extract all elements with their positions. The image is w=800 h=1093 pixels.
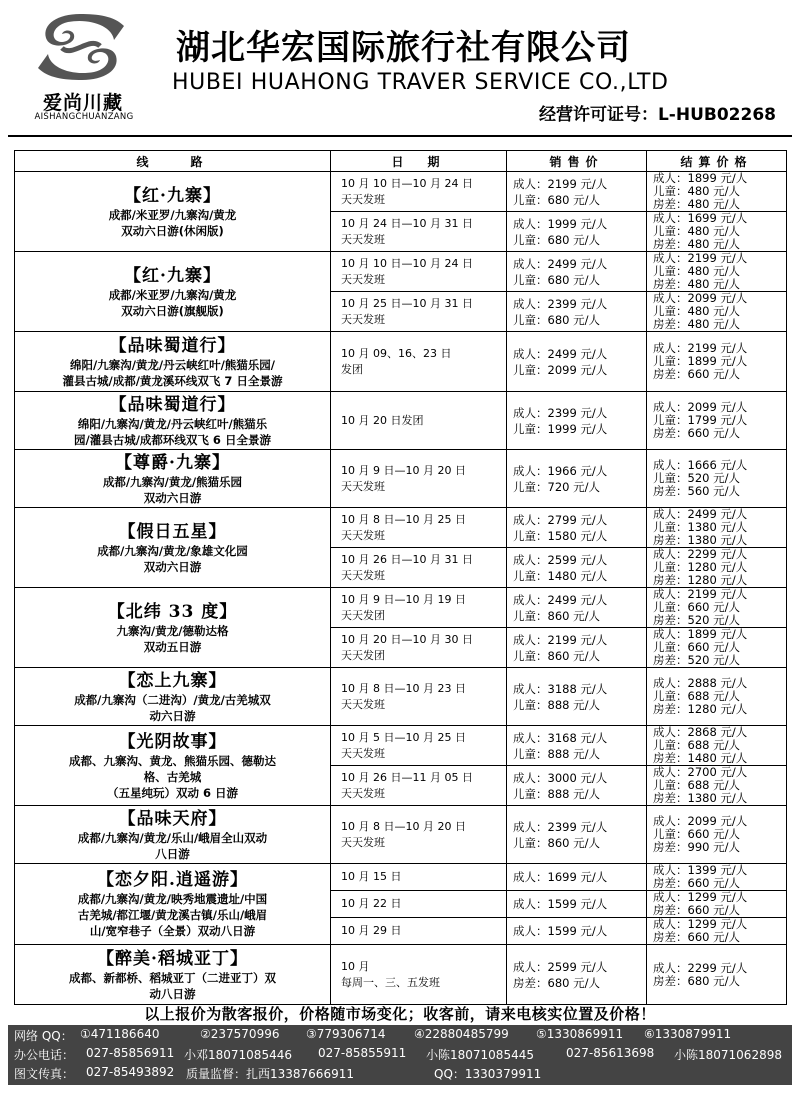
settlement-price: 成人：1666 元/人 [653,458,748,472]
logo-text-en: AISHANGCHUANZANG [34,112,134,122]
table-row [15,450,787,508]
route-description: （五星纯玩）双动 6 日游 [106,785,238,800]
sale-price: 儿童：1480 元/人 [513,568,608,583]
sale-price-cell [507,726,647,766]
settlement-price: 儿童：688 元/人 [653,689,740,703]
date-cell [331,726,507,766]
settlement-price-cell [647,668,787,726]
departure-date: 天天发班 [341,746,385,760]
sale-price: 成人：3168 元/人 [513,730,608,745]
departure-date: 10 月 09、16、23 日 [341,346,452,360]
departure-date: 10 月 22 日 [341,897,402,910]
departure-date: 10 月 26 日—10 月 31 日 [341,552,473,566]
date-cell [331,628,507,668]
table-row [15,332,787,392]
settlement-price-cell [647,806,787,864]
settlement-price: 成人：2499 元/人 [653,507,748,521]
sale-price-cell [507,668,647,726]
date-cell [331,891,507,918]
settlement-price: 房差：520 元/人 [653,613,740,627]
table-body [15,172,787,1005]
swirl-logo-icon [28,8,133,86]
settlement-price-cell [647,292,787,332]
settlement-price-cell [647,945,787,1005]
settlement-price: 成人：1899 元/人 [653,627,748,641]
sale-price-cell [507,332,647,392]
settlement-price: 房差：660 元/人 [653,930,740,944]
date-cell [331,252,507,292]
date-cell [331,332,507,392]
sale-price: 成人：2499 元/人 [513,346,608,361]
sale-price: 儿童：888 元/人 [513,746,600,761]
settlement-price: 成人：1299 元/人 [653,917,748,931]
settlement-price: 儿童：1280 元/人 [653,560,748,574]
date-cell [331,172,507,212]
settlement-price: 儿童：480 元/人 [653,224,740,238]
table-row [15,172,787,212]
settlement-price: 儿童：688 元/人 [653,738,740,752]
sale-price: 儿童：680 元/人 [513,312,600,327]
sale-price: 成人：2399 元/人 [513,819,608,834]
settlement-price-cell [647,332,787,392]
sale-price-cell [507,918,647,945]
settlement-price: 成人：1899 元/人 [653,171,748,185]
sale-price: 儿童：860 元/人 [513,608,600,623]
sale-price-cell [507,945,647,1005]
settlement-price: 成人：2099 元/人 [653,400,748,414]
route-title: 【醉美·稻城亚丁】 [97,948,248,969]
route-description: 成都/米亚罗/九寨沟/黄龙 [108,287,237,302]
sale-price: 成人：2599 元/人 [513,552,608,567]
settlement-price: 儿童：1380 元/人 [653,520,748,534]
sale-price-cell [507,212,647,252]
date-cell [331,668,507,726]
column-header-settlement-price: 结算价格 [647,151,787,172]
settlement-price-cell [647,172,787,212]
license-number: 经营许可证号：L-HUB02268 [538,105,776,125]
route-title: 【尊爵·九寨】 [115,452,230,473]
date-cell [331,864,507,891]
route-description: 成都/米亚罗/九寨沟/黄龙 [108,207,237,222]
sale-price: 儿童：1580 元/人 [513,528,608,543]
settlement-price: 房差：660 元/人 [653,426,740,440]
settlement-price: 成人：2099 元/人 [653,814,748,828]
route-description: 灌县古城/成都/黄龙溪环线双飞 7 日全景游 [62,373,283,388]
settlement-price: 成人：2199 元/人 [653,587,748,601]
departure-date: 10 月 20 日发团 [341,413,424,427]
departure-date: 天天发班 [341,697,385,711]
settlement-price: 成人：2199 元/人 [653,341,748,355]
sale-price-cell [507,172,647,212]
departure-date: 10 月 5 日—10 月 25 日 [341,730,466,744]
sale-price-cell [507,588,647,628]
departure-date: 天天发团 [341,608,385,622]
table-header-row [15,151,787,172]
route-description: 成都/九寨沟/黄龙/熊猫乐园 [102,474,243,489]
settlement-price: 房差：1480 元/人 [653,751,748,765]
route-title: 【假日五星】 [118,521,227,542]
sale-price: 成人：3188 元/人 [513,681,608,696]
footer-contact[interactable]: 质量监督：扎西13387666911 [186,1067,354,1081]
sale-price: 成人：2199 元/人 [513,176,608,191]
departure-date: 每周一、三、五发班 [341,975,440,989]
logo-text-cn: 爱尚川藏 [42,92,123,114]
settlement-price: 房差：1280 元/人 [653,573,748,587]
sale-price: 成人：1599 元/人 [513,924,608,938]
sale-price-cell [507,864,647,891]
route-cell [15,392,331,450]
route-description: 双动六日游 [143,490,202,505]
footer-contact[interactable]: ⑥1330879911 [644,1027,732,1041]
route-title: 【恋夕阳.逍遥游】 [97,870,248,890]
sale-price-cell [507,766,647,806]
settlement-price-cell [647,508,787,548]
table-row [15,726,787,766]
departure-date: 天天发团 [341,648,385,662]
sale-price-cell [507,548,647,588]
settlement-price: 房差：1280 元/人 [653,702,748,716]
contact-footer [8,1025,792,1085]
settlement-price: 儿童：1799 元/人 [653,413,748,427]
sale-price-cell [507,508,647,548]
sale-price: 儿童：2099 元/人 [513,362,608,377]
sale-price-cell [507,891,647,918]
sale-price: 儿童：1999 元/人 [513,421,608,436]
sale-price-cell [507,806,647,864]
route-description: 动八日游 [149,986,196,1001]
departure-date: 天天发班 [341,835,385,849]
footer-contact[interactable]: 027-85613698 [566,1046,655,1060]
date-cell [331,508,507,548]
settlement-price: 房差：480 元/人 [653,317,740,331]
route-description: 双动五日游 [143,639,202,654]
route-cell [15,450,331,508]
settlement-price-cell [647,212,787,252]
settlement-price: 儿童：520 元/人 [653,471,740,485]
departure-date: 10 月 10 日—10 月 24 日 [341,176,473,190]
departure-date: 10 月 8 日—10 月 25 日 [341,512,466,526]
sale-price: 成人：2399 元/人 [513,405,608,420]
settlement-price: 房差：480 元/人 [653,237,740,251]
footer-contact[interactable]: 小陈18071085445 [426,1048,534,1062]
date-cell [331,806,507,864]
footer-contact[interactable]: ①471186640 [80,1027,160,1041]
settlement-price: 房差：680 元/人 [653,973,740,988]
departure-date: 10 月 29 日 [341,924,402,937]
departure-date: 10 月 15 日 [341,870,402,883]
footer-contact[interactable]: ③779306714 [306,1027,386,1041]
route-description: 双动六日游(旗舰版) [121,303,224,318]
sale-price: 儿童：680 元/人 [513,272,600,287]
sale-price: 成人：1966 元/人 [513,463,608,478]
settlement-price: 儿童：480 元/人 [653,264,740,278]
departure-date: 天天发班 [341,312,385,326]
sale-price: 成人：2499 元/人 [513,256,608,271]
header-divider [8,135,792,137]
sale-price: 儿童：860 元/人 [513,835,600,850]
date-cell [331,945,507,1005]
route-description: 绵阳/九寨沟/黄龙/丹云峡红叶/熊猫乐 [77,416,268,431]
settlement-price: 房差：1380 元/人 [653,791,748,805]
route-description: 园/灌县古城/成都环线双飞 6 日全景游 [74,432,271,447]
settlement-price-cell [647,588,787,628]
sale-price: 成人：3000 元/人 [513,770,608,785]
footer-label: 办公电话： [14,1048,75,1062]
departure-date: 10 月 8 日—10 月 23 日 [341,681,466,695]
settlement-price: 房差：480 元/人 [653,277,740,291]
column-header-route: 线 路 [15,151,331,172]
departure-date: 天天发班 [341,479,385,493]
sale-price: 成人：2799 元/人 [513,512,608,527]
footer-contact[interactable]: ④22880485799 [414,1027,509,1041]
table-row [15,864,787,891]
departure-date: 天天发班 [341,786,385,800]
sale-price: 儿童：888 元/人 [513,786,600,801]
departure-date: 天天发班 [341,272,385,286]
settlement-price-cell [647,450,787,508]
settlement-price: 成人：1399 元/人 [653,863,748,877]
column-header-date: 日 期 [331,151,507,172]
sale-price-cell [507,628,647,668]
route-description: 古羌城/都江堰/黄龙溪古镇/乐山/峨眉 [77,908,268,922]
date-cell [331,766,507,806]
date-cell [331,548,507,588]
route-title: 【恋上九寨】 [118,670,227,691]
date-cell [331,588,507,628]
footer-label: 网络 QQ： [14,1029,73,1043]
sale-price: 成人：2399 元/人 [513,296,608,311]
route-title: 【红·九寨】 [124,265,221,286]
footer-label: 图文传真： [14,1067,75,1081]
date-cell [331,212,507,252]
departure-date: 天天发班 [341,568,385,582]
sale-price: 儿童：680 元/人 [513,232,600,247]
departure-date: 10 月 10 日—10 月 24 日 [341,256,473,270]
footer-contact[interactable]: 小邓18071085446 [184,1048,292,1062]
route-description: 成都/九寨沟/黄龙/象雄文化园 [97,543,248,558]
settlement-price: 儿童：660 元/人 [653,640,740,654]
footer-contact[interactable]: 027-85493892 [86,1065,175,1079]
settlement-price: 房差：520 元/人 [653,653,740,667]
table-row [15,668,787,726]
settlement-price-cell [647,628,787,668]
settlement-price: 儿童：1899 元/人 [653,354,748,368]
table-row [15,252,787,292]
settlement-price: 儿童：660 元/人 [653,600,740,614]
settlement-price: 房差：480 元/人 [653,197,740,211]
settlement-price-cell [647,891,787,918]
departure-date: 10 月 9 日—10 月 19 日 [341,592,466,606]
sale-price: 房差：680 元/人 [513,975,600,990]
settlement-price: 成人：2888 元/人 [653,676,748,690]
sale-price: 成人：2199 元/人 [513,632,608,647]
footer-contact[interactable]: 027-85856911 [86,1046,175,1060]
sale-price: 儿童：888 元/人 [513,697,600,712]
departure-date: 10 月 [341,959,370,973]
table-row [15,392,787,450]
settlement-price: 成人：2299 元/人 [653,960,748,975]
date-cell [331,392,507,450]
departure-date: 10 月 25 日—10 月 31 日 [341,296,473,310]
sale-price-cell [507,392,647,450]
route-title: 【北纬 33 度】 [107,601,238,622]
footer-contact[interactable]: QQ：1330379911 [434,1067,542,1081]
settlement-price-cell [647,252,787,292]
departure-date: 10 月 24 日—10 月 31 日 [341,216,473,230]
departure-date: 10 月 9 日—10 月 20 日 [341,463,466,477]
footer-contact[interactable]: 027-85855911 [318,1046,407,1060]
settlement-price: 房差：660 元/人 [653,903,740,917]
route-title: 【品味天府】 [118,808,227,829]
sale-price: 儿童：680 元/人 [513,192,600,207]
route-cell [15,864,331,945]
route-description: 九寨沟/黄龙/德勒达格 [116,623,229,638]
departure-date: 10 月 20 日—10 月 30 日 [341,632,473,646]
route-description: 成都/九寨沟/黄龙/乐山/峨眉全山双动 [77,830,268,845]
route-cell [15,668,331,726]
settlement-price-cell [647,766,787,806]
settlement-price: 房差：660 元/人 [653,876,740,890]
settlement-price: 儿童：660 元/人 [653,827,740,841]
table-row [15,588,787,628]
route-description: 成都/九寨沟/黄龙/映秀地震遗址/中国 [77,892,268,906]
route-cell [15,806,331,864]
settlement-price: 成人：2868 元/人 [653,725,748,739]
settlement-price-cell [647,392,787,450]
settlement-price: 房差：990 元/人 [653,840,740,854]
route-title: 【品味蜀道行】 [109,335,236,356]
departure-date: 天天发班 [341,528,385,542]
route-cell [15,172,331,252]
footer-contact[interactable]: 小陈18071062898 [674,1048,782,1062]
settlement-price: 成人：1299 元/人 [653,890,748,904]
settlement-price: 成人：1699 元/人 [653,211,748,225]
settlement-price-cell [647,864,787,891]
route-cell [15,588,331,668]
route-description: 双动六日游 [143,559,202,574]
sale-price-cell [507,450,647,508]
settlement-price: 成人：2700 元/人 [653,765,748,779]
departure-date: 10 月 8 日—10 月 20 日 [341,819,466,833]
sale-price: 成人：1999 元/人 [513,216,608,231]
route-description: 成都、新都桥、稻城亚丁（二进亚丁）双 [69,970,276,985]
route-cell [15,508,331,588]
route-description: 山/宽窄巷子（全景）双动八日游 [89,924,256,938]
settlement-price: 儿童：688 元/人 [653,778,740,792]
settlement-price-cell [647,918,787,945]
table-row [15,508,787,548]
departure-date: 10 月 26 日—11 月 05 日 [341,770,473,784]
settlement-price: 成人：2299 元/人 [653,547,748,561]
route-description: 格、古羌城 [143,769,202,784]
route-price-table [14,150,787,1005]
route-description: 成都、九寨沟、黄龙、熊猫乐园、德勒达 [69,753,276,768]
table-row [15,945,787,1005]
footer-contact[interactable]: ②237570996 [200,1027,280,1041]
settlement-price: 儿童：480 元/人 [653,184,740,198]
sale-price-cell [507,292,647,332]
route-cell [15,945,331,1005]
sale-price-cell [507,252,647,292]
date-cell [331,292,507,332]
company-name-en: HUBEI HUAHONG TRAVER SERVICE CO.,LTD [172,70,669,95]
route-description: 双动六日游(休闲版) [121,223,224,238]
date-cell [331,450,507,508]
date-cell [331,918,507,945]
footer-contact[interactable]: ⑤1330869911 [536,1027,624,1041]
route-title: 【品味蜀道行】 [109,394,236,415]
settlement-price: 成人：2099 元/人 [653,291,748,305]
settlement-price-cell [647,548,787,588]
sale-price: 儿童：860 元/人 [513,648,600,663]
route-description: 成都/九寨沟（二进沟）/黄龙/古羌城双 [74,692,271,707]
page-header [0,0,800,136]
price-notice: 以上报价为散客报价，价格随市场变化；收客前，请来电核实位置及价格！ [144,1005,656,1023]
route-cell [15,726,331,806]
route-title: 【红·九寨】 [124,185,221,206]
route-description: 动六日游 [149,708,196,723]
settlement-price: 房差：560 元/人 [653,484,740,498]
settlement-price-cell [647,726,787,766]
settlement-price: 房差：660 元/人 [653,367,740,381]
departure-date: 天天发班 [341,232,385,246]
sale-price: 成人：2599 元/人 [513,959,608,974]
route-description: 八日游 [155,846,190,861]
route-title: 【光阴故事】 [118,731,227,752]
sale-price: 成人：1599 元/人 [513,897,608,911]
settlement-price: 儿童：480 元/人 [653,304,740,318]
settlement-price: 房差：1380 元/人 [653,533,748,547]
departure-date: 天天发班 [341,192,385,206]
sale-price: 成人：2499 元/人 [513,592,608,607]
route-cell [15,332,331,392]
departure-date: 发团 [341,362,363,376]
column-header-sale-price: 销售价 [507,151,647,172]
sale-price: 儿童：720 元/人 [513,479,600,494]
settlement-price: 成人：2199 元/人 [653,251,748,265]
sale-price: 成人：1699 元/人 [513,870,608,884]
company-name-cn: 湖北华宏国际旅行社有限公司 [176,28,631,68]
route-cell [15,252,331,332]
route-description: 绵阳/九寨沟/黄龙/丹云峡红叶/熊猫乐园/ [70,357,275,372]
table-row [15,806,787,864]
